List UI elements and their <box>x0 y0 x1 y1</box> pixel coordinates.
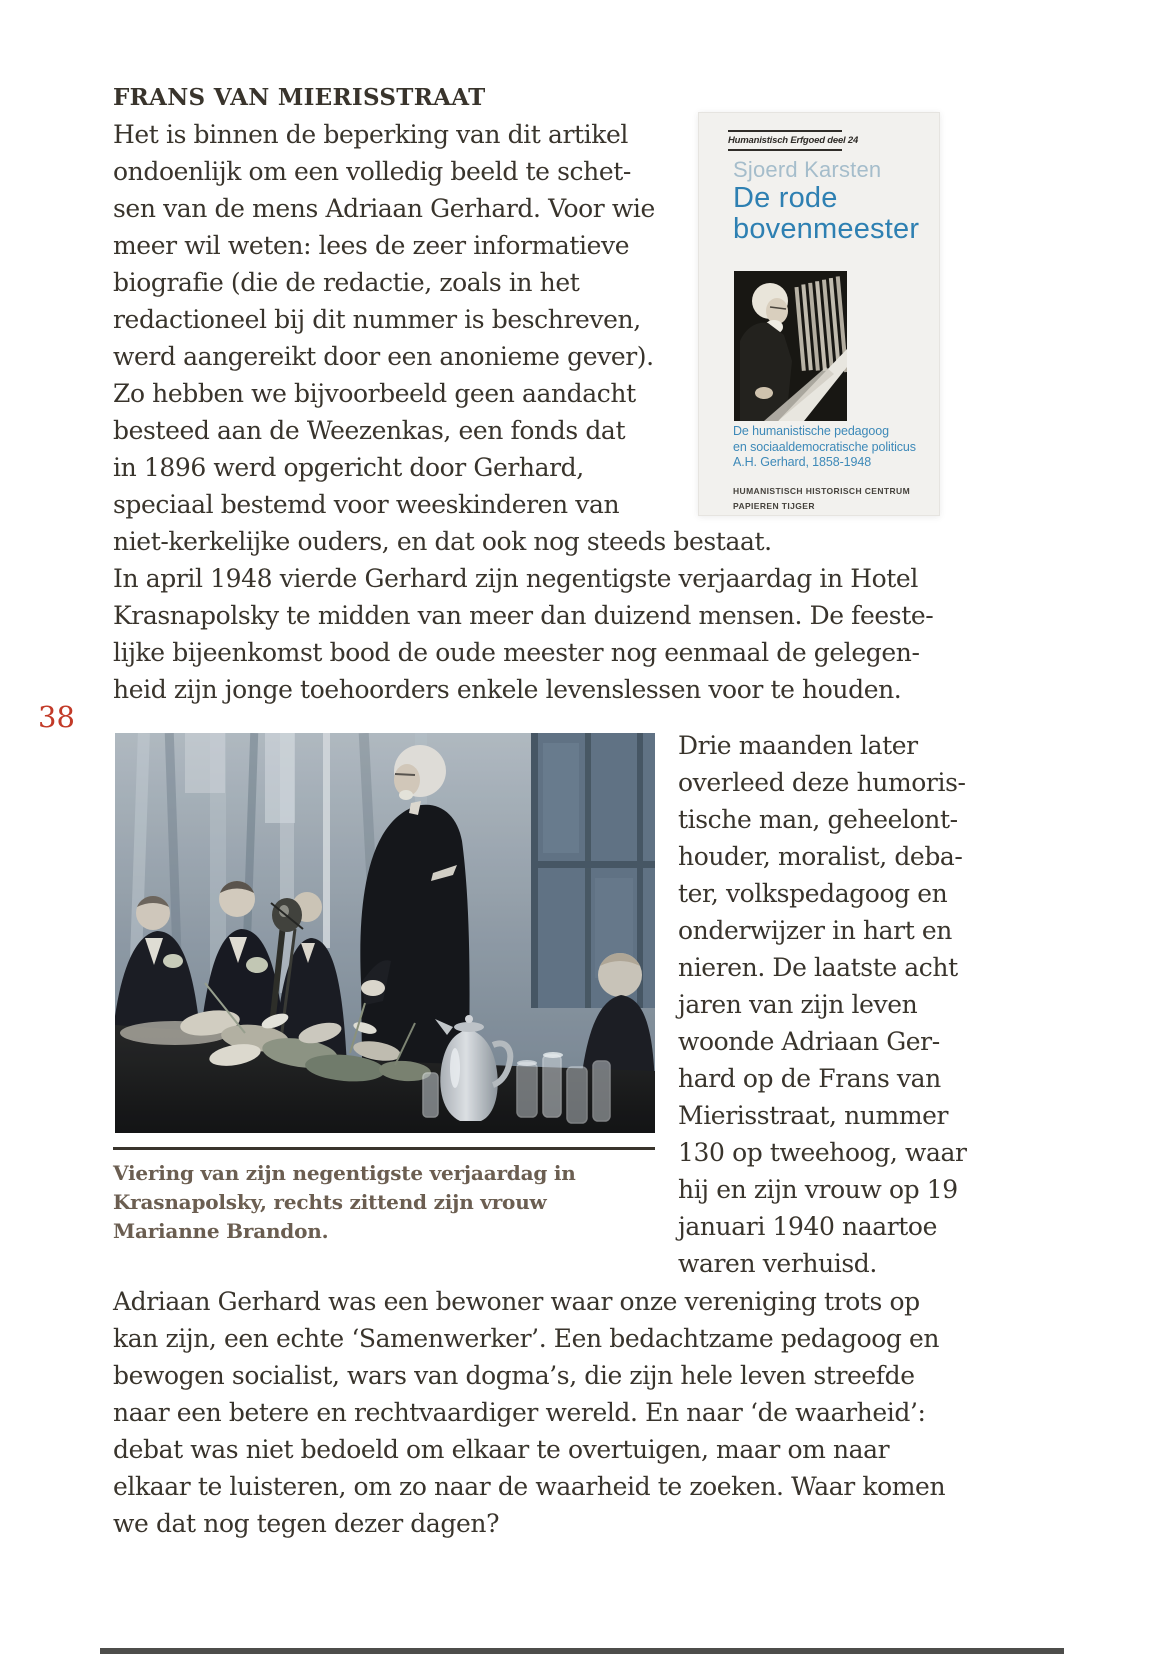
book-cover-publisher-line1: HUMANISTISCH HISTORISCH CENTRUM <box>733 486 911 496</box>
banquet-photograph <box>115 733 655 1133</box>
photo-tint-overlay <box>115 733 655 1133</box>
article-heading: FRANS VAN MIERISSTRAAT <box>113 84 486 111</box>
book-cover-title <box>733 183 919 245</box>
article-right-column: Drie maanden later overleed deze humoris- tische man, geheelont- houder, moralist, deba- ter, volkspedagoog en onderwijzer in hart en nieren. De laatste acht jaren van zijn leven woonde Adriaan Ger- hard op de Frans van Mierisstraat, nummer 130 op tweehoog, waar hij en zijn vrouw op 19 januari 1940 naartoe waren verhuisd. <box>678 731 967 1278</box>
book-cover-publisher-line2: PAPIEREN TIJGER <box>733 501 815 511</box>
scan-page-edge <box>100 1648 1064 1654</box>
book-cover-series-label: Humanistisch Erfgoed deel 24 <box>728 130 842 151</box>
book-cover-portrait-photo <box>734 271 847 421</box>
book-cover-subtitle: De humanistische pedagoog en sociaaldemocratische politicus A.H. Gerhard, 1858-1948 <box>733 424 916 469</box>
book-cover <box>698 112 940 516</box>
article-paragraph-1: Het is binnen de beperking van dit artikel ondoenlijk om een volledig beeld te schet- sen van de mens Adriaan Gerhard. Voor wie meer wil weten: lees de zeer informatieve biografie (die de redactie, zoals in het redactioneel bij dit nummer is beschreven, werd aangereikt door een anonieme gever). Zo hebben we bijvoorbeeld geen aandacht besteed aan de Weezenkas, een fonds dat in 1896 werd opgericht door Gerhard, speciaal bestemd voor weeskinderen van niet-kerkelijke ouders, en dat ook nog steeds bestaat. In april 1948 vierde Gerhard zijn negentigste verjaardag in Hotel Krasnapolsky te midden van meer dan duizend mensen. De feeste- lijke bijeenkomst bood de oude meester nog eenmaal de gelegen- heid zijn jonge toehoorders enkele levenslessen voor te houden. <box>113 120 934 704</box>
book-cover-author: Sjoerd Karsten <box>733 157 882 182</box>
article-paragraph-2: Adriaan Gerhard was een bewoner waar onze vereniging trots op kan zijn, een echte ‘Samenwerker’. Een bedachtzame pedagoog en bewogen socialist, wars van dogma’s, die zijn hele leven streefde naar een betere en rechtvaardiger wereld. En naar ‘de waarheid’: debat was niet bedoeld om elkaar te overtuigen, maar om naar elkaar te luisteren, om zo naar de waarheid te zoeken. Waar komen we dat nog tegen dezer dagen? <box>113 1287 946 1538</box>
page-number: 38 <box>38 700 75 734</box>
photo-caption-rule <box>113 1147 655 1150</box>
photo-caption: Viering van zijn negentigste verjaardag in Krasnapolsky, rechts zittend zijn vrouw Marianne Brandon. <box>113 1161 576 1243</box>
book-cover-title-line1: De rode <box>733 182 838 214</box>
book-cover-title-line2: bovenmeester <box>733 213 920 245</box>
